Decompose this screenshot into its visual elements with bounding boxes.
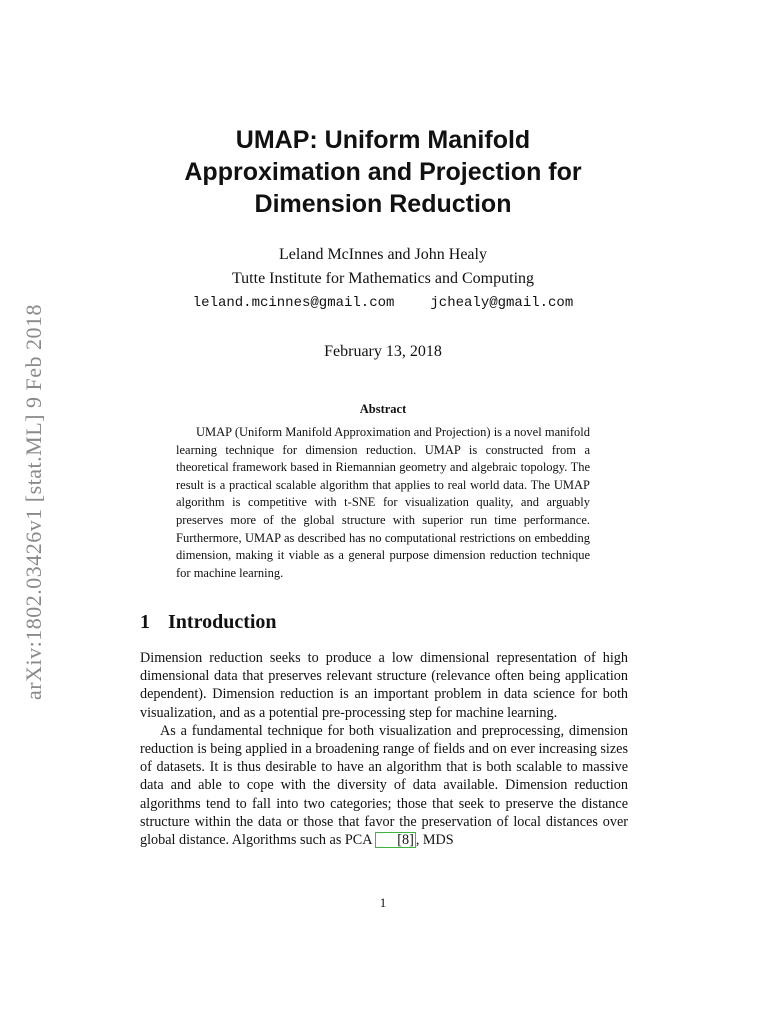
author-names: Leland McInnes and John Healy [279, 246, 487, 263]
section-number: 1 [140, 611, 150, 633]
introduction-body [140, 649, 628, 849]
intro-paragraph-2-text: As a fundamental technique for both visualization and preprocessing, dimension reduction is being applied in a broadening range of fields and on ever increasing sizes of datasets. It is thus desirable to have an algorithm that is both scalable to massive data and able to cope with the diversity of data available. Dimension reduction algorithms tend to fall into two categories; those that seek to preserve the distance structure within the data or those that favor the preservation of local distances over global distance. Algorithms such as PCA [140, 722, 628, 849]
title-line-1: UMAP: Uniform Manifold [235, 126, 531, 154]
intro-paragraph-1: Dimension reduction seeks to produce a low dimensional representation of high dimensional data that preserves relevant structure (relevance often being application dependent). Dimension reduction is an important problem in data science for both visualization, and as a potential pre-processing step for machine learning. [140, 650, 628, 721]
title-line-3: Dimension Reduction [254, 190, 512, 218]
author-affiliation: Tutte Institute for Mathematics and Computing [231, 270, 535, 287]
intro-paragraph-2-tail: , MDS [415, 832, 454, 849]
title-line-2: Approximation and Projection for [184, 158, 582, 186]
arxiv-identifier-stamp: arXiv:1802.03426v1 [stat.ML] 9 Feb 2018 [21, 304, 46, 700]
abstract-heading: Abstract [359, 402, 407, 416]
publication-date: February 13, 2018 [324, 343, 442, 360]
email-healy[interactable]: jchealy@gmail.com [430, 295, 574, 311]
citation-link-8[interactable]: [8] [375, 832, 416, 848]
email-mcinnes[interactable]: leland.mcinnes@gmail.com [192, 295, 395, 311]
page-number: 1 [379, 895, 387, 910]
section-heading-introduction [140, 608, 277, 636]
abstract-text: UMAP (Uniform Manifold Approximation and Projection) is a novel manifold learning technique for dimension reduction. UMAP is constructed from a theoretical framework based in Riemannian geometry and algebraic topology. The result is a practical scalable algorithm that applies to real world data. The UMAP algorithm is competitive with t-SNE for visualization quality, and arguably preserves more of the global structure with superior run time performance. Furthermore, UMAP as described has no computational restrictions on embedding dimension, making it viable as a general purpose dimension reduction technique for machine learning. [176, 425, 590, 580]
paper-title [0, 124, 766, 220]
intro-paragraph-2 [140, 722, 628, 849]
author-block [0, 243, 766, 291]
section-title: Introduction [168, 611, 277, 633]
author-emails [0, 292, 766, 314]
